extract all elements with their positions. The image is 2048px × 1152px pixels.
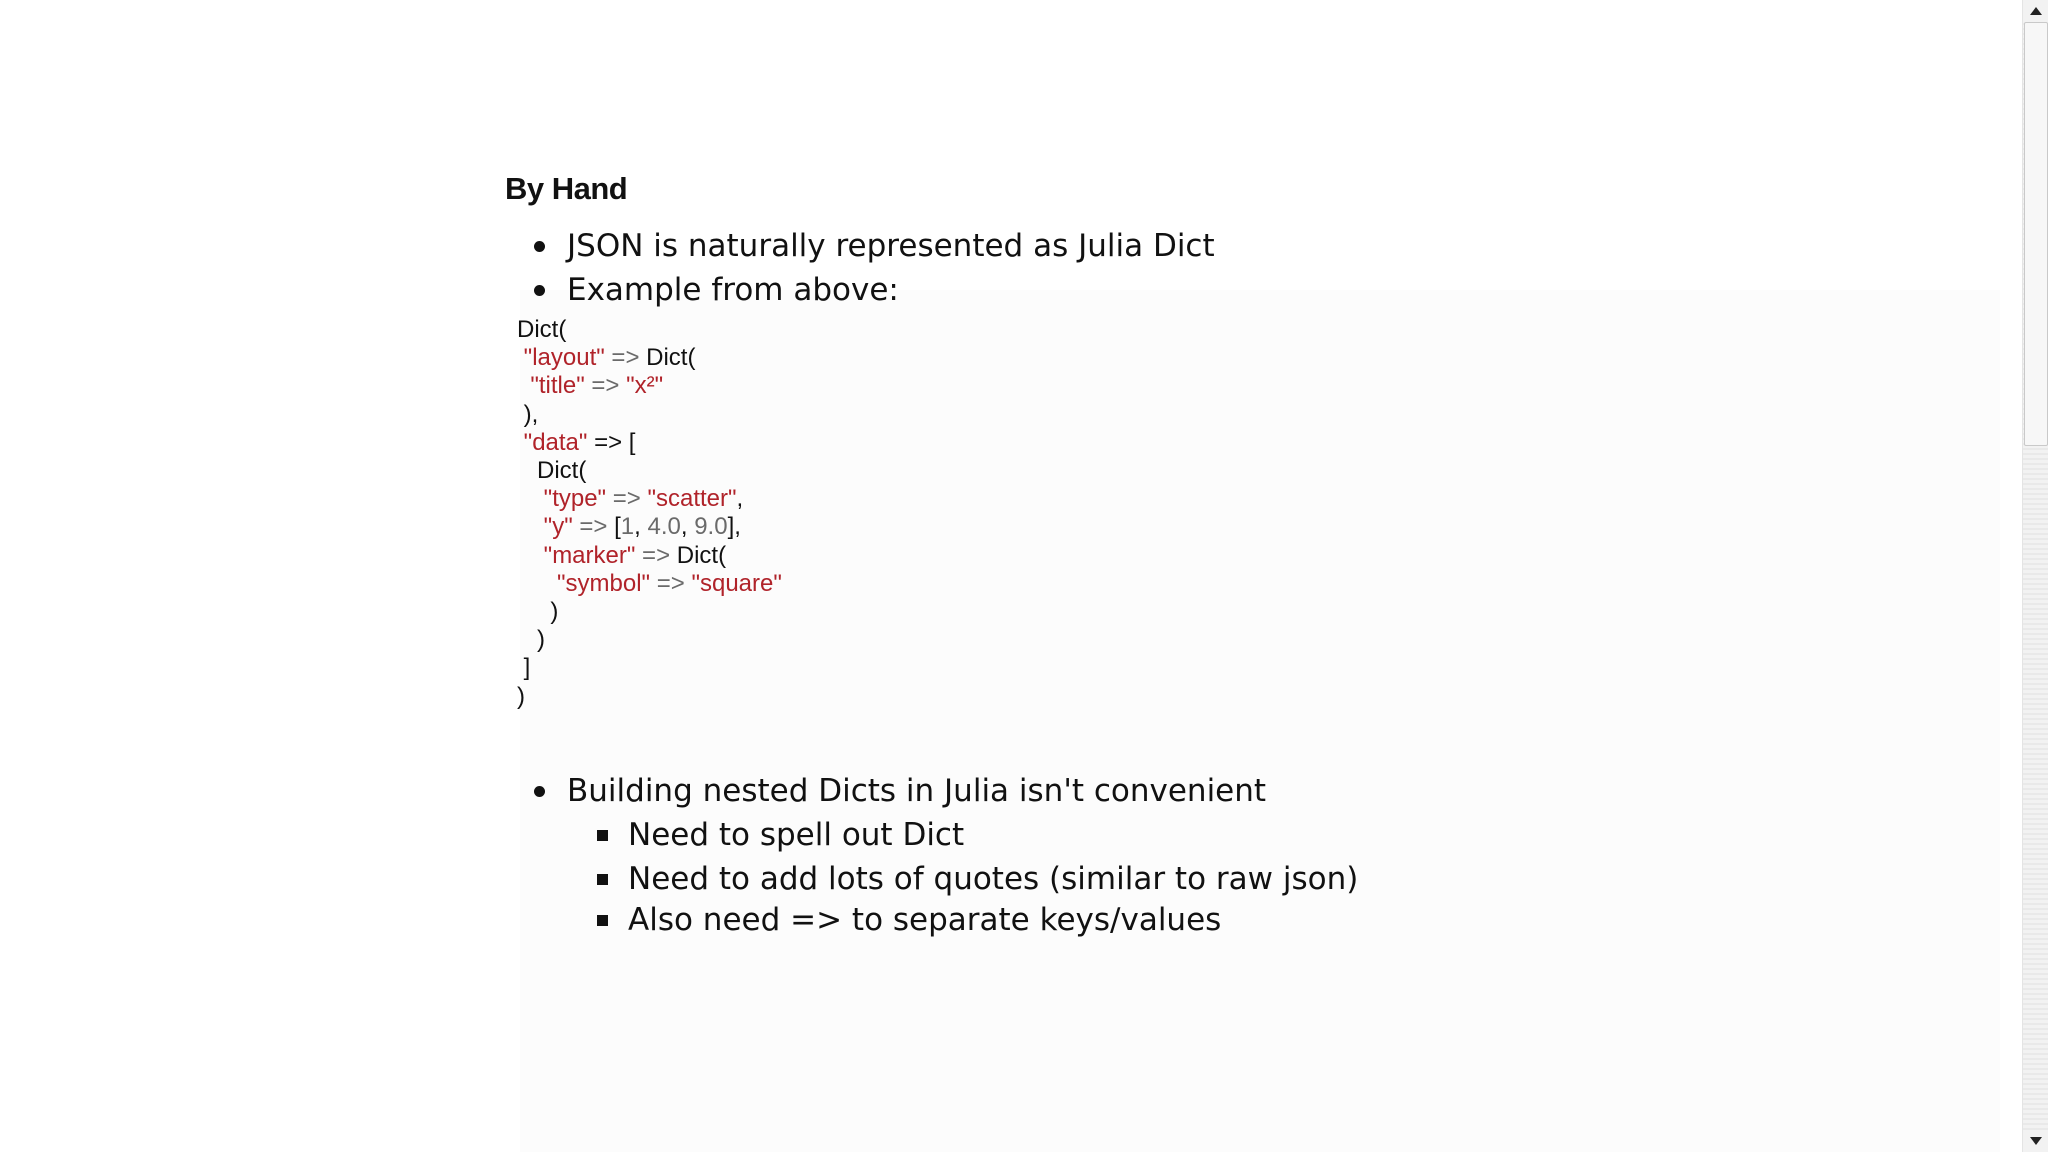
bullet-square-icon bbox=[597, 915, 608, 926]
code-token: "x²" bbox=[626, 372, 664, 400]
code-token bbox=[517, 429, 524, 456]
code-line bbox=[517, 598, 558, 625]
code-token: ), bbox=[517, 400, 539, 428]
bullet-text: Building nested Dicts in Julia isn't convenient bbox=[567, 772, 1267, 809]
code-line bbox=[517, 654, 530, 681]
code-token: , bbox=[736, 485, 744, 513]
slide bbox=[505, 166, 1905, 939]
code-line bbox=[517, 344, 695, 371]
bullet-text: Example from above: bbox=[567, 272, 899, 308]
top-bullet-list bbox=[505, 224, 1905, 312]
code-line bbox=[517, 570, 782, 597]
sub-bullet-text: Need to add lots of quotes (similar to raw json) bbox=[628, 860, 1359, 897]
code-token: [ bbox=[614, 513, 621, 541]
bullet-disc-icon bbox=[534, 285, 545, 296]
code-token: 1 bbox=[620, 513, 635, 541]
code-token: "title" bbox=[530, 372, 585, 400]
bullet-square-icon bbox=[597, 830, 608, 841]
code-token: => bbox=[650, 569, 692, 597]
bullet-square-icon bbox=[597, 874, 608, 885]
code-token bbox=[517, 542, 544, 569]
code-line bbox=[517, 626, 545, 653]
bullet-disc-icon bbox=[534, 241, 545, 252]
code-token: ) bbox=[517, 682, 525, 710]
code-line bbox=[517, 316, 566, 343]
vertical-scrollbar[interactable] bbox=[2022, 0, 2048, 1152]
sub-bullet-list bbox=[505, 813, 1905, 939]
code-token: , bbox=[634, 513, 648, 541]
code-line bbox=[517, 683, 525, 710]
code-line bbox=[517, 457, 586, 484]
code-block bbox=[517, 316, 1905, 711]
slide-heading: By Hand bbox=[505, 171, 628, 206]
code-token: Dict( bbox=[646, 344, 696, 372]
code-token: => bbox=[604, 344, 647, 372]
code-token: 9.0 bbox=[694, 513, 728, 541]
code-token: ) bbox=[517, 626, 545, 654]
code-line bbox=[517, 513, 741, 540]
code-token: "square" bbox=[691, 569, 782, 597]
code-token: ], bbox=[727, 513, 741, 541]
bullet-item bbox=[505, 268, 1905, 312]
bullet-text: JSON is naturally represented as Julia Dict bbox=[567, 228, 1215, 264]
code-token: "type" bbox=[543, 485, 607, 513]
bullet-disc-icon bbox=[534, 786, 545, 797]
sub-bullet-text: Need to spell out Dict bbox=[628, 816, 965, 853]
sub-bullet-item bbox=[505, 857, 1905, 901]
code-token: ) bbox=[517, 598, 559, 626]
scroll-up-button[interactable] bbox=[2023, 0, 2048, 22]
code-line bbox=[517, 485, 743, 512]
code-token: ] bbox=[517, 654, 531, 682]
code-line bbox=[517, 401, 538, 428]
code-token bbox=[517, 570, 557, 597]
bottom-bullet-list bbox=[505, 769, 1905, 939]
code-token bbox=[517, 513, 544, 540]
code-token: => bbox=[584, 372, 627, 400]
code-token: => bbox=[606, 485, 648, 513]
code-token: , bbox=[680, 513, 695, 541]
code-token: "y" bbox=[543, 513, 573, 541]
scroll-down-button[interactable] bbox=[2023, 1130, 2048, 1152]
code-token: "symbol" bbox=[557, 569, 651, 597]
code-token bbox=[517, 372, 530, 399]
code-token: Dict( bbox=[517, 316, 567, 343]
code-line bbox=[517, 542, 726, 569]
triangle-up-icon bbox=[2029, 6, 2043, 16]
code-token: => bbox=[635, 541, 677, 569]
code-line bbox=[517, 372, 663, 399]
code-token: "data" bbox=[523, 428, 588, 456]
code-token: "scatter" bbox=[647, 485, 737, 513]
code-token: Dict( bbox=[517, 457, 587, 485]
sub-bullet-item bbox=[505, 901, 1905, 939]
triangle-down-icon bbox=[2029, 1136, 2043, 1146]
scroll-thumb[interactable] bbox=[2024, 22, 2048, 446]
sub-bullet-item bbox=[505, 813, 1905, 857]
bullet-item bbox=[505, 769, 1905, 939]
code-token: => bbox=[572, 513, 615, 541]
code-token: Dict( bbox=[676, 541, 727, 569]
bullet-item bbox=[505, 224, 1905, 268]
code-token: "marker" bbox=[543, 541, 636, 569]
code-token: 4.0 bbox=[647, 513, 681, 541]
code-token: => [ bbox=[587, 428, 636, 456]
code-token: "layout" bbox=[523, 344, 605, 372]
sub-bullet-text: Also need => to separate keys/values bbox=[628, 901, 1222, 938]
code-line bbox=[517, 429, 635, 456]
code-token bbox=[517, 485, 544, 512]
code-token bbox=[517, 344, 524, 371]
